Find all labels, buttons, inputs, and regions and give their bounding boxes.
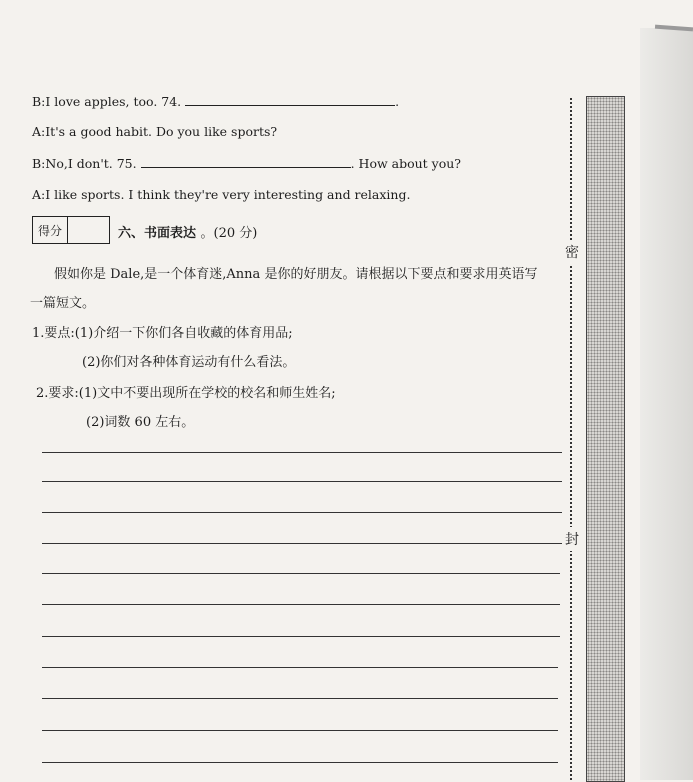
writing-line[interactable] <box>42 604 560 605</box>
binding-strip <box>586 96 625 782</box>
answer-blank-75[interactable] <box>141 155 351 168</box>
writing-line[interactable] <box>42 512 562 513</box>
section-heading: 六、书面表达 <box>118 226 197 241</box>
seal-char-mid: 封 <box>565 527 579 551</box>
score-box <box>32 216 110 244</box>
dialogue-line-2 <box>32 124 277 139</box>
page-edge <box>640 28 693 780</box>
section-title <box>118 222 257 241</box>
seal-char-top: 密 <box>565 240 579 264</box>
writing-line[interactable] <box>42 636 560 637</box>
dialogue-text: . <box>395 94 400 109</box>
writing-line[interactable] <box>42 481 562 482</box>
point-2: (2)你们对各种体育运动有什么看法。 <box>82 355 296 370</box>
requirement-2: (2)词数 60 左右。 <box>86 415 195 430</box>
dialogue-line-1 <box>32 93 399 109</box>
dialogue-text: A:It's a good habit. Do you like sports? <box>32 124 278 139</box>
writing-line[interactable] <box>42 762 558 763</box>
point-heading: 1.要点:(1)介绍一下你们各自收藏的体育用品; <box>32 326 293 341</box>
writing-line[interactable] <box>42 730 558 731</box>
dialogue-line-4 <box>32 187 410 202</box>
prompt-line-2: 一篇短文。 <box>30 296 96 311</box>
requirement-heading: 2.要求:(1)文中不要出现所在学校的校名和师生姓名; <box>36 386 336 401</box>
writing-line[interactable] <box>42 543 562 544</box>
answer-blank-74[interactable] <box>185 93 395 106</box>
dialogue-line-3 <box>32 155 461 171</box>
writing-line[interactable] <box>42 698 558 699</box>
writing-line[interactable] <box>42 573 560 574</box>
dialogue-text: B:No,I don't. 75. <box>32 156 137 171</box>
score-entry[interactable] <box>68 217 109 243</box>
dialogue-text: B:I love apples, too. 74. <box>32 94 182 109</box>
binding-dotted-line <box>570 98 572 780</box>
prompt-line-1: 假如你是 Dale,是一个体育迷,Anna 是你的好朋友。请根据以下要点和要求用英语写 <box>54 267 538 282</box>
writing-line[interactable] <box>42 667 558 668</box>
dialogue-text: A:I like sports. I think they're very interesting and relaxing. <box>32 187 411 202</box>
score-label: 得分 <box>33 217 68 243</box>
section-points: 。(20 分) <box>200 226 258 241</box>
dialogue-text: . How about you? <box>350 156 462 171</box>
writing-line[interactable] <box>42 452 562 453</box>
